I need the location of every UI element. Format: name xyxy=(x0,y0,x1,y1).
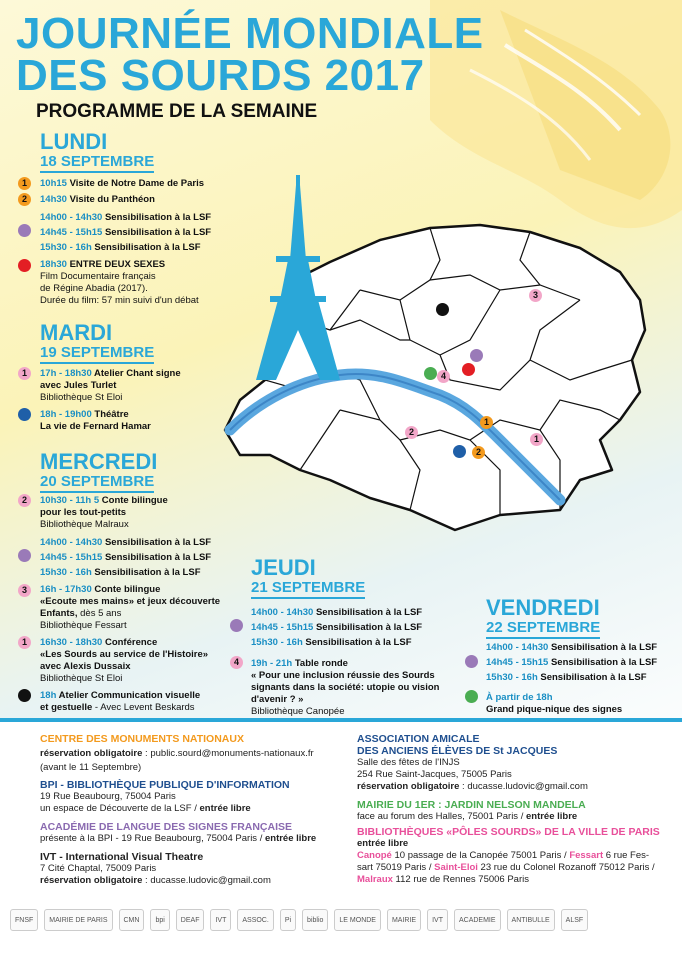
partner-logo: MAIRIE xyxy=(387,909,421,931)
map-marker: 1 xyxy=(480,416,493,429)
location-marker-purple xyxy=(465,655,478,668)
event-item: 14h00 - 14h30 Sensibilisation à la LSF 14h45 - 15h15 Sensibilisation à la LSF 15h30 - 16h Sensibilisation à la LSF xyxy=(40,537,212,578)
day-jeudi xyxy=(251,557,365,599)
location-marker-purple xyxy=(230,619,243,632)
day-date: 19 SEPTEMBRE xyxy=(40,344,154,364)
event-item: 14h00 - 14h30 Sensibilisation à la LSF 14h45 - 15h15 Sensibilisation à la LSF 15h30 - 16h Sensibilisation à la LSF xyxy=(251,607,423,648)
event-item: 19h - 21h Table ronde « Pour une inclusion réussie des Sourds signants dans la société: utopie ou vision d'avenir ? » Bibliothèque Canopée xyxy=(251,658,440,717)
event-item: 17h - 18h30 Atelier Chant signe avec Jules Turlet Bibliothèque St Eloi xyxy=(40,368,181,403)
map-marker-purple xyxy=(470,349,483,362)
day-date: 22 SEPTEMBRE xyxy=(486,619,600,639)
location-marker-purple xyxy=(18,549,31,562)
partner-logo: ALSF xyxy=(561,909,589,931)
partner-logo: Pi xyxy=(280,909,296,931)
day-name: MERCREDI xyxy=(40,449,158,474)
location-marker: 4 xyxy=(230,656,243,669)
partner-logo: FNSF xyxy=(10,909,38,931)
partner-logo: bpi xyxy=(150,909,169,931)
paris-map xyxy=(225,175,645,530)
partner-logo: DEAF xyxy=(176,909,205,931)
venue-ivt: IVT - International Visual Theatre 7 Cité Chaptal, 75009 Paris réservation obligatoire : ducasse.ludovic@gmail.com xyxy=(40,851,271,886)
event-item: 16h30 - 18h30 Conférence «Les Sourds au service de l'Histoire» avec Alexis Dussaix Bibliothèque St Eloi xyxy=(40,637,209,684)
event-item: 10h15 Visite de Notre Dame de Paris xyxy=(40,178,205,189)
location-marker-blue xyxy=(18,408,31,421)
location-marker-purple xyxy=(18,224,31,237)
partner-logo: biblio xyxy=(302,909,328,931)
partner-logo: ACADEMIE xyxy=(454,909,501,931)
day-vendredi xyxy=(486,597,600,639)
venue-cmn: CENTRE DES MONUMENTS NATIONAUX réservation obligatoire : public.sourd@monuments-nationaux.fr (avant le 11 Septembre) xyxy=(40,733,314,773)
partner-logo: ASSOC. xyxy=(237,909,273,931)
location-marker: 1 xyxy=(18,367,31,380)
day-date: 21 SEPTEMBRE xyxy=(251,579,365,599)
map-marker-red xyxy=(462,363,475,376)
day-date: 18 SEPTEMBRE xyxy=(40,153,154,173)
page-subtitle: PROGRAMME DE LA SEMAINE xyxy=(36,101,318,122)
map-marker: 2 xyxy=(405,426,418,439)
location-marker: 2 xyxy=(18,494,31,507)
map-marker: 3 xyxy=(529,289,542,302)
day-lundi xyxy=(40,131,154,173)
event-item: 14h00 - 14h30 Sensibilisation à la LSF 14h45 - 15h15 Sensibilisation à la LSF 15h30 - 16h Sensibilisation à la LSF xyxy=(486,642,658,683)
page-title-line1: JOURNÉE MONDIALE xyxy=(16,9,484,58)
map-marker-blue xyxy=(453,445,466,458)
map-marker: 4 xyxy=(437,370,450,383)
map-marker-black xyxy=(436,303,449,316)
partner-logo: IVT xyxy=(427,909,448,931)
location-marker-green xyxy=(465,690,478,703)
venue-mairie: MAIRIE DU 1ER : JARDIN NELSON MANDELA face au forum des Halles, 75001 Paris / entrée libre xyxy=(357,799,586,822)
day-name: VENDREDI xyxy=(486,595,600,620)
day-mercredi xyxy=(40,451,157,493)
venue-bibliotheques: BIBLIOTHÈQUES «PÔLES SOURDS» DE LA VILLE DE PARIS entrée libre Canopé 10 passage de la Canopée 75001 Paris / Fessart 6 rue Fes- sart 75019 Paris / Saint-Eloi 23 rue du Colonel Rozanoff 75012 Paris / Malraux 112 rue de Rennes 75006 Paris xyxy=(357,826,660,885)
event-item: 10h30 - 11h 5 Conte bilingue pour les tout-petits Bibliothèque Malraux xyxy=(40,495,168,530)
partner-logo: ANTIBULLE xyxy=(507,909,555,931)
event-item: 14h00 - 14h30 Sensibilisation à la LSF 14h45 - 15h15 Sensibilisation à la LSF 15h30 - 16h Sensibilisation à la LSF xyxy=(40,212,212,253)
event-item: 16h - 17h30 Conte bilingue «Ecoute mes mains» et jeux découverte Enfants, dès 5 ans Bibliothèque Fessart xyxy=(40,584,221,631)
day-date: 20 SEPTEMBRE xyxy=(40,473,154,493)
page-title-line2: DES SOURDS 2017 xyxy=(16,51,425,100)
venue-academie: ACADÉMIE DE LANGUE DES SIGNES FRANÇAISE présente à la BPI - 19 Rue Beaubourg, 75004 Paris / entrée libre xyxy=(40,821,317,844)
venue-association: ASSOCIATION AMICALE DES ANCIENS ÉLÈVES DE St JACQUES Salle des fêtes de l'INJS 254 Rue Saint-Jacques, 75005 Paris réservation obligatoire : ducasse.ludovic@gmail.com xyxy=(357,733,588,792)
day-name: JEUDI xyxy=(251,555,316,580)
partner-logo: MAIRIE DE PARIS xyxy=(44,909,112,931)
partner-logos xyxy=(10,905,672,935)
day-name: MARDI xyxy=(40,320,113,345)
partner-logo: IVT xyxy=(210,909,231,931)
map-marker: 1 xyxy=(530,433,543,446)
day-mardi xyxy=(40,322,154,364)
location-marker: 3 xyxy=(18,584,31,597)
location-marker: 2 xyxy=(18,193,31,206)
venue-bpi: BPI - BIBLIOTHÈQUE PUBLIQUE D'INFORMATION 19 Rue Beaubourg, 75004 Paris un espace de Découverte de la LSF / entrée libre xyxy=(40,779,290,814)
location-marker: 1 xyxy=(18,177,31,190)
map-marker-green xyxy=(424,367,437,380)
event-item: À partir de 18h Grand pique-nique des signes xyxy=(486,692,623,715)
event-item: 18h30 ENTRE DEUX SEXES Film Documentaire français de Régine Abadia (2017). Durée du film: 57 min suivi d'un débat xyxy=(40,259,199,306)
event-item: 14h30 Visite du Panthéon xyxy=(40,194,155,205)
map-marker: 2 xyxy=(472,446,485,459)
partner-logo: LE MONDE xyxy=(334,909,381,931)
day-name: LUNDI xyxy=(40,129,108,154)
partner-logo: CMN xyxy=(119,909,145,931)
event-item: 18h Atelier Communication visuelle et gestuelle - Avec Levent Beskards xyxy=(40,690,201,713)
location-marker-black xyxy=(18,689,31,702)
event-item: 18h - 19h00 Théâtre La vie de Fernard Hamar xyxy=(40,409,151,432)
location-marker-red xyxy=(18,259,31,272)
location-marker: 1 xyxy=(18,636,31,649)
